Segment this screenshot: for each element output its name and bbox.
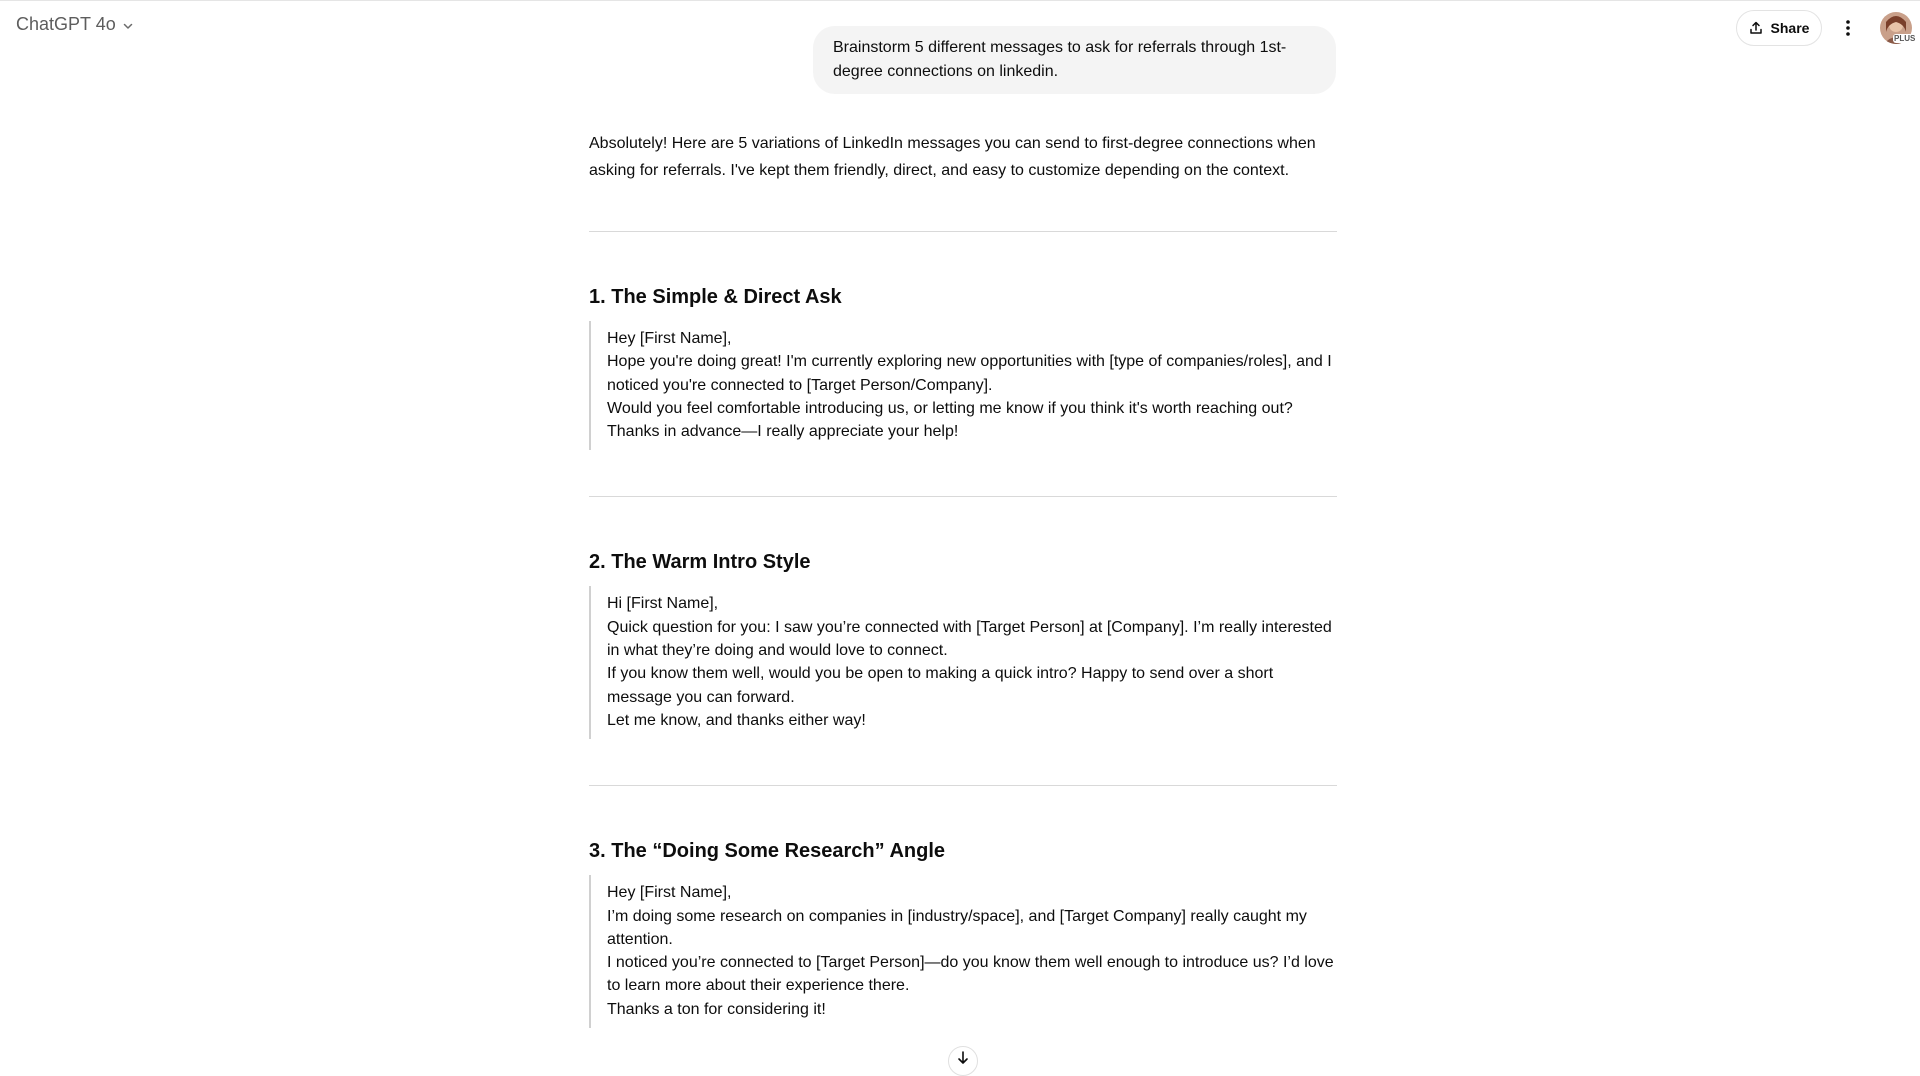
model-switcher[interactable] (16, 14, 134, 35)
message-blockquote (589, 586, 1337, 739)
message-line: I’m doing some research on companies in [industry/space], and [Target Company] really caught my attention. (607, 907, 1307, 948)
message-line: Let me know, and thanks either way! (607, 711, 866, 729)
scroll-to-bottom-button[interactable] (948, 1046, 978, 1076)
message-line: Thanks a ton for considering it! (607, 1000, 826, 1018)
message-line: Would you feel comfortable introducing us, or letting me know if you think it's worth reaching out? (607, 399, 1293, 417)
section-title: 1. The Simple & Direct Ask (589, 286, 842, 308)
section-title: 2. The Warm Intro Style (589, 551, 811, 574)
share-label: Share (1770, 20, 1810, 36)
more-options-button[interactable] (1836, 13, 1860, 43)
share-button[interactable] (1736, 10, 1822, 46)
message-line: Quick question for you: I saw you’re connected with [Target Person] at [Company]. I’m really interested in what they’re doing and would love to connect. (607, 618, 1332, 660)
divider (589, 785, 1337, 786)
message-line: I noticed you’re connected to [Target Person]—do you know them well enough to introduce us? I’d love to learn more about their experience there. (607, 954, 1334, 995)
more-vertical-icon (1845, 18, 1851, 38)
message-blockquote (589, 321, 1337, 450)
message-line: If you know them well, would you be open to making a quick intro? Happy to send over a short message you can forward. (607, 665, 1274, 706)
message-line: Hey [First Name], (607, 330, 732, 347)
response-intro: Absolutely! Here are 5 variations of LinkedIn messages you can send to first-degree connections when asking for referrals. I've kept them friendly, direct, and easy to customize depending on the context. (589, 135, 1316, 179)
user-message-bubble (813, 26, 1336, 94)
message-line: Hey [First Name], (607, 884, 732, 902)
share-upload-icon (1749, 21, 1763, 35)
assistant-response (589, 130, 1337, 1028)
message-line: Hi [First Name], (607, 595, 719, 613)
chevron-down-icon (122, 20, 134, 32)
message-line: Hope you're doing great! I'm currently exploring new opportunities with [type of companies/roles], and I noticed you're connected to [Target Person/Company]. (607, 353, 1332, 394)
plus-badge: PLUS (1894, 34, 1916, 43)
message-blockquote (589, 875, 1337, 1028)
arrow-down-icon (956, 1051, 970, 1065)
user-message-text: Brainstorm 5 different messages to ask for referrals through 1st-degree connections on linkedin. (833, 39, 1287, 80)
divider (589, 231, 1337, 232)
section-title: 3. The “Doing Some Research” Angle (589, 840, 946, 863)
message-line: Thanks in advance—I really appreciate your help! (607, 423, 959, 441)
model-label: ChatGPT 4o (16, 14, 116, 34)
divider (589, 496, 1337, 497)
